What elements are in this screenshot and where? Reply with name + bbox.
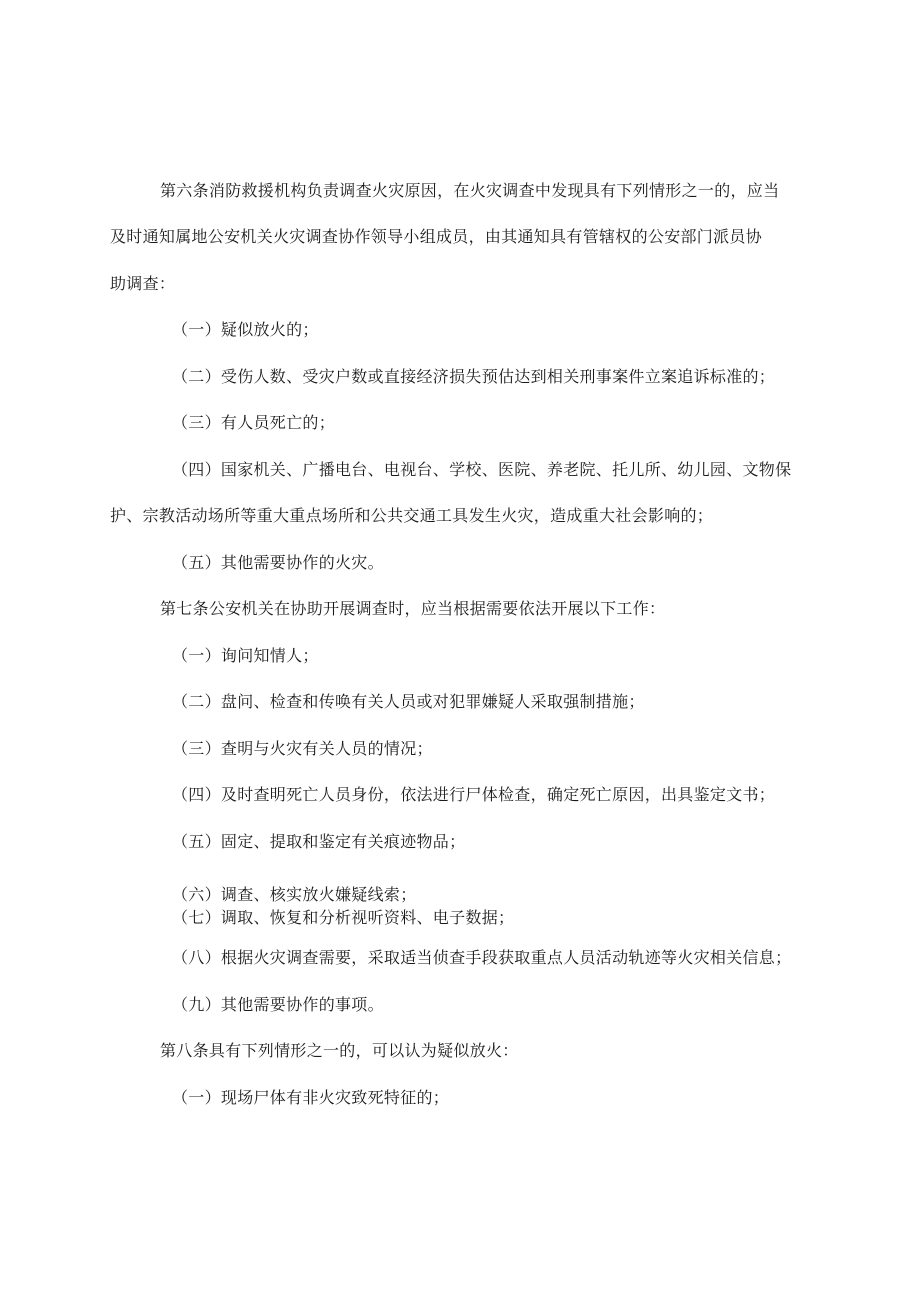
article8-heading: 第八条具有下列情形之一的，可以认为疑似放火： xyxy=(160,1041,519,1060)
article6-item-4-line2: 护、宗教活动场所等重大重点场所和公共交通工具发生火灾，造成重大社会影响的； xyxy=(110,506,714,525)
article7-item-7: （七）调取、恢复和分析视听资料、电子数据； xyxy=(172,908,515,927)
article7-item-3: （三）查明与火灾有关人员的情况； xyxy=(172,739,433,758)
article6-item-2: （二）受伤人数、受灾户数或直接经济损失预估达到相关刑事案件立案追诉标准的； xyxy=(172,367,776,386)
article7-item-1: （一）询问知情人； xyxy=(172,646,319,665)
article7-heading: 第七条公安机关在协助开展调查时，应当根据需要依法开展以下工作： xyxy=(160,599,666,618)
article6-item-4-line1: （四）国家机关、广播电台、电视台、学校、医院、养老院、托儿所、幼儿园、文物保 xyxy=(172,460,792,479)
article6-item-3: （三）有人员死亡的； xyxy=(172,413,336,432)
article7-item-8: （八）根据火灾调查需要，采取适当侦查手段获取重点人员活动轨迹等火灾相关信息； xyxy=(172,948,792,967)
article6-item-5: （五）其他需要协作的火灾。 xyxy=(172,553,384,572)
article7-item-2: （二）盘问、检查和传唤有关人员或对犯罪嫌疑人采取强制措施； xyxy=(172,692,645,711)
article6-paragraph-line2: 及时通知属地公安机关火灾调查协作领导小组成员，由其通知具有管辖权的公安部门派员协 xyxy=(110,227,763,246)
article7-item-6: （六）调查、核实放火嫌疑线索； xyxy=(172,885,417,904)
article6-paragraph-line3: 助调查： xyxy=(110,274,176,293)
article7-item-9: （九）其他需要协作的事项。 xyxy=(172,995,384,1014)
article7-item-5: （五）固定、提取和鉴定有关痕迹物品； xyxy=(172,832,466,851)
article7-item-4: （四）及时查明死亡人员身份，依法进行尸体检查，确定死亡原因，出具鉴定文书； xyxy=(172,785,776,804)
article6-paragraph-line1: 第六条消防救援机构负责调查火灾原因，在火灾调查中发现具有下列情形之一的，应当 xyxy=(160,181,780,200)
article8-item-1: （一）现场尸体有非火灾致死特征的； xyxy=(172,1088,450,1107)
article6-item-1: （一）疑似放火的； xyxy=(172,320,319,339)
